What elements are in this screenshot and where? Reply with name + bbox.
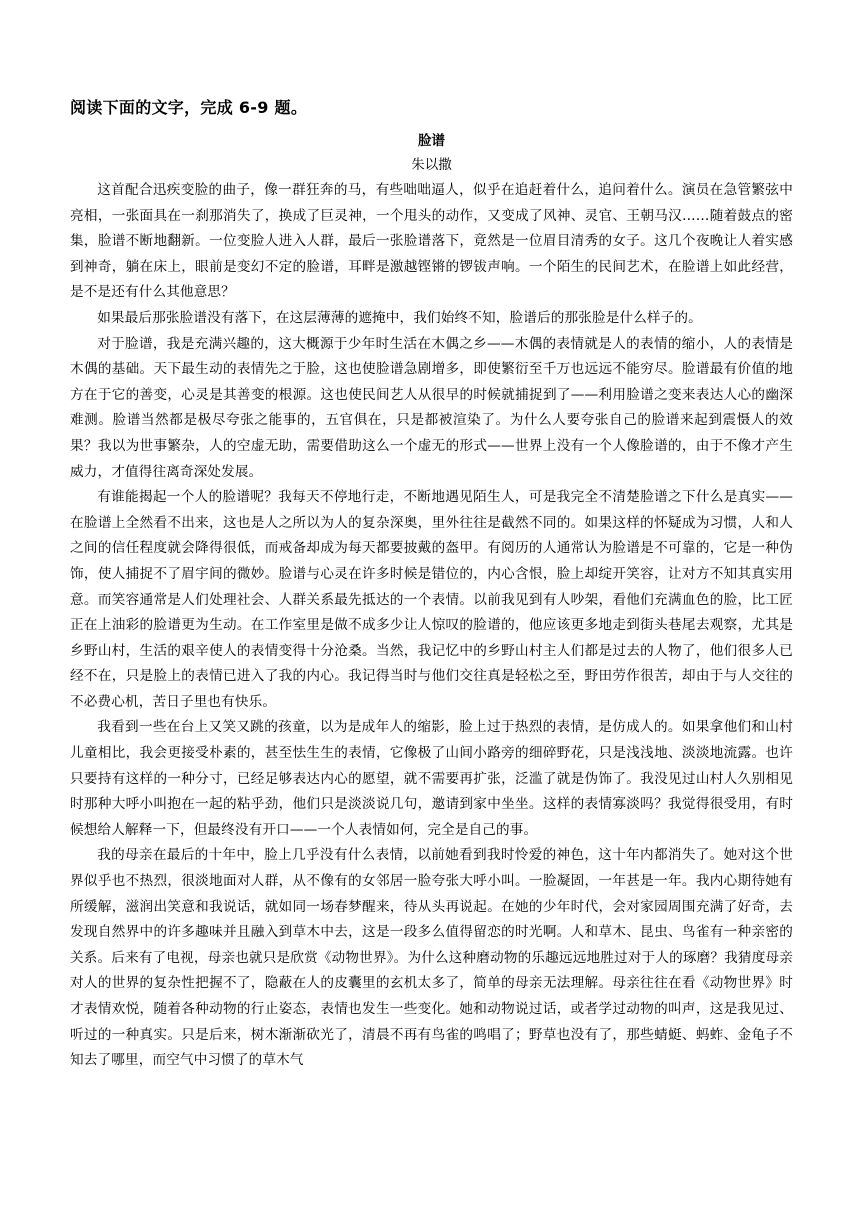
article-title: 脸谱 bbox=[418, 133, 445, 149]
article-author: 朱以撒 bbox=[411, 157, 452, 173]
question-instruction: 阅读下面的文字，完成 6-9 题。 bbox=[70, 98, 308, 117]
paragraph-6: 我的母亲在最后的十年中，脸上几乎没有什么表情，以前她看到我时怜爱的神色，这十年内都消失了。她对这个世界似乎也不热烈，很淡地面对人群，从不像有的女邻居一脸夸张大呼小叫。一脸凝固，一年甚是一年。我内心期待她有所缓解，滋润出笑意和我说话，就如同一场春梦醒来，待从头再说起。在她的少年时代，会对家园周围充满了好奇，去发现自然界中的许多趣味并且融入到草木中去，这是一段多么值得留恋的时光啊。人和草木、昆虫、鸟雀有一种亲密的关系。后来有了电视，母亲也就只是欣赏《动物世界》。为什么这种磨动物的乐趣远远地胜过对于人的琢磨？我猜度母亲对人的世界的复杂性把握不了，隐蔽在人的皮囊里的玄机太多了，简单的母亲无法理解。母亲往往在看《动物世界》时才表情欢悦，随着各种动物的行止姿态，表情也发生一些变化。她和动物说过话，或者学过动物的叫声，这是我见过、听过的一种真实。只是后来，树木渐渐砍光了，清晨不再有鸟雀的鸣唱了；野草也没有了，那些蜻蜓、蚂蚱、金龟子不知去了哪里，而空气中习惯了的草木气 bbox=[70, 847, 793, 1069]
document-page bbox=[70, 98, 793, 1074]
paragraph-4: 有谁能揭起一个人的脸谱呢？我每天不停地行走，不断地遇见陌生人，可是我完全不清楚脸谱之下什么是真实——在脸谱上全然看不出来，这也是人之所以为人的复杂深奥，里外往往是截然不同的。如果这样的怀疑成为习惯，人和人之间的信任程度就会降得很低，而戒备却成为每天都要披戴的盔甲。有阅历的人通常认为脸谱是不可靠的，它是一种伪饰，使人捕捉不了眉宇间的微妙。脸谱与心灵在许多时候是错位的，内心含恨，脸上却绽开笑容，让对方不知其真实用意。而笑容通常是人们处理社会、人群关系最先抵达的一个表情。以前我见到有人吵架，看他们充满血色的脸，比工匠正在上油彩的脸谱更为生动。在工作室里是做不成多少让人惊叹的脸谱的，他应该更多地走到街头巷尾去观察，尤其是乡野山村，生活的艰辛使人的表情变得十分沧桑。当然，我记忆中的乡野山村主人们都是过去的人物了，他们很多人已经不在，只是脸上的表情已进入了我的内心。我记得当时与他们交往真是轻松之至，野田劳作很苦，却由于与人交往的不必费心机，苦日子里也有快乐。 bbox=[70, 489, 793, 710]
paragraph-2: 如果最后那张脸谱没有落下，在这层薄薄的遮掩中，我们始终不知，脸谱后的那张脸是什么样子的。 bbox=[97, 309, 702, 326]
paragraph-1: 这首配合迅疾变脸的曲子，像一群狂奔的马，有些咄咄逼人，似乎在追赶着什么，追问着什么。演员在急管繁弦中亮相，一张面具在一刹那消失了，换成了巨灵神，一个甩头的动作，又变成了风神、灵官、王朝马汉……随着鼓点的密集，脸谱不断地翻新。一位变脸人进入人群，最后一张脸谱落下，竟然是一位眉目清秀的女子。这几个夜晚让人着实感到神奇，躺在床上，眼前是变幻不定的脸谱，耳畔是激越铿锵的锣钹声响。一个陌生的民间艺术，在脸谱上如此经营，是不是还有什么其他意思？ bbox=[70, 182, 793, 301]
paragraph-3: 对于脸谱，我是充满兴趣的，这大概源于少年时生活在木偶之乡——木偶的表情就是人的表情的缩小，人的表情是木偶的基础。天下最生动的表情先之于脸，这也使脸谱急剧增多，即使繁衍至千万也远远不能穷尽。脸谱最有价值的地方在于它的善变，心灵是其善变的根源。这也使民间艺人从很早的时候就捕捉到了——利用脸谱之变来表达人心的幽深难测。脸谱当然都是极尽夸张之能事的，五官俱在，只是都被渲染了。为什么人要夸张自己的脸谱来起到震慑人的效果？我以为世事繁杂，人的空虚无助，需要借助这么一个虚无的形式——世界上没有一个人像脸谱的，由于不像才产生威力，才值得往离奇深处发展。 bbox=[70, 335, 793, 480]
paragraph-5: 我看到一些在台上又笑又跳的孩童，以为是成年人的缩影，脸上过于热烈的表情，是仿成人的。如果拿他们和山村儿童相比，我会更接受朴素的，甚至怯生生的表情，它像极了山间小路旁的细碎野花，只是浅浅地、淡淡地流露。也许只要持有这样的一种分寸，已经足够表达内心的愿望，就不需要再扩张，泛滥了就是伪饰了。我没见过山村人久别相见时那种大呼小叫抱在一起的粘乎劲，他们只是淡淡说几句，邀请到家中坐坐。这样的表情寡淡吗？我觉得很受用，有时候想给人解释一下，但最终没有开口——一个人表情如何，完全是自己的事。 bbox=[70, 719, 793, 838]
article-body bbox=[70, 178, 793, 1074]
